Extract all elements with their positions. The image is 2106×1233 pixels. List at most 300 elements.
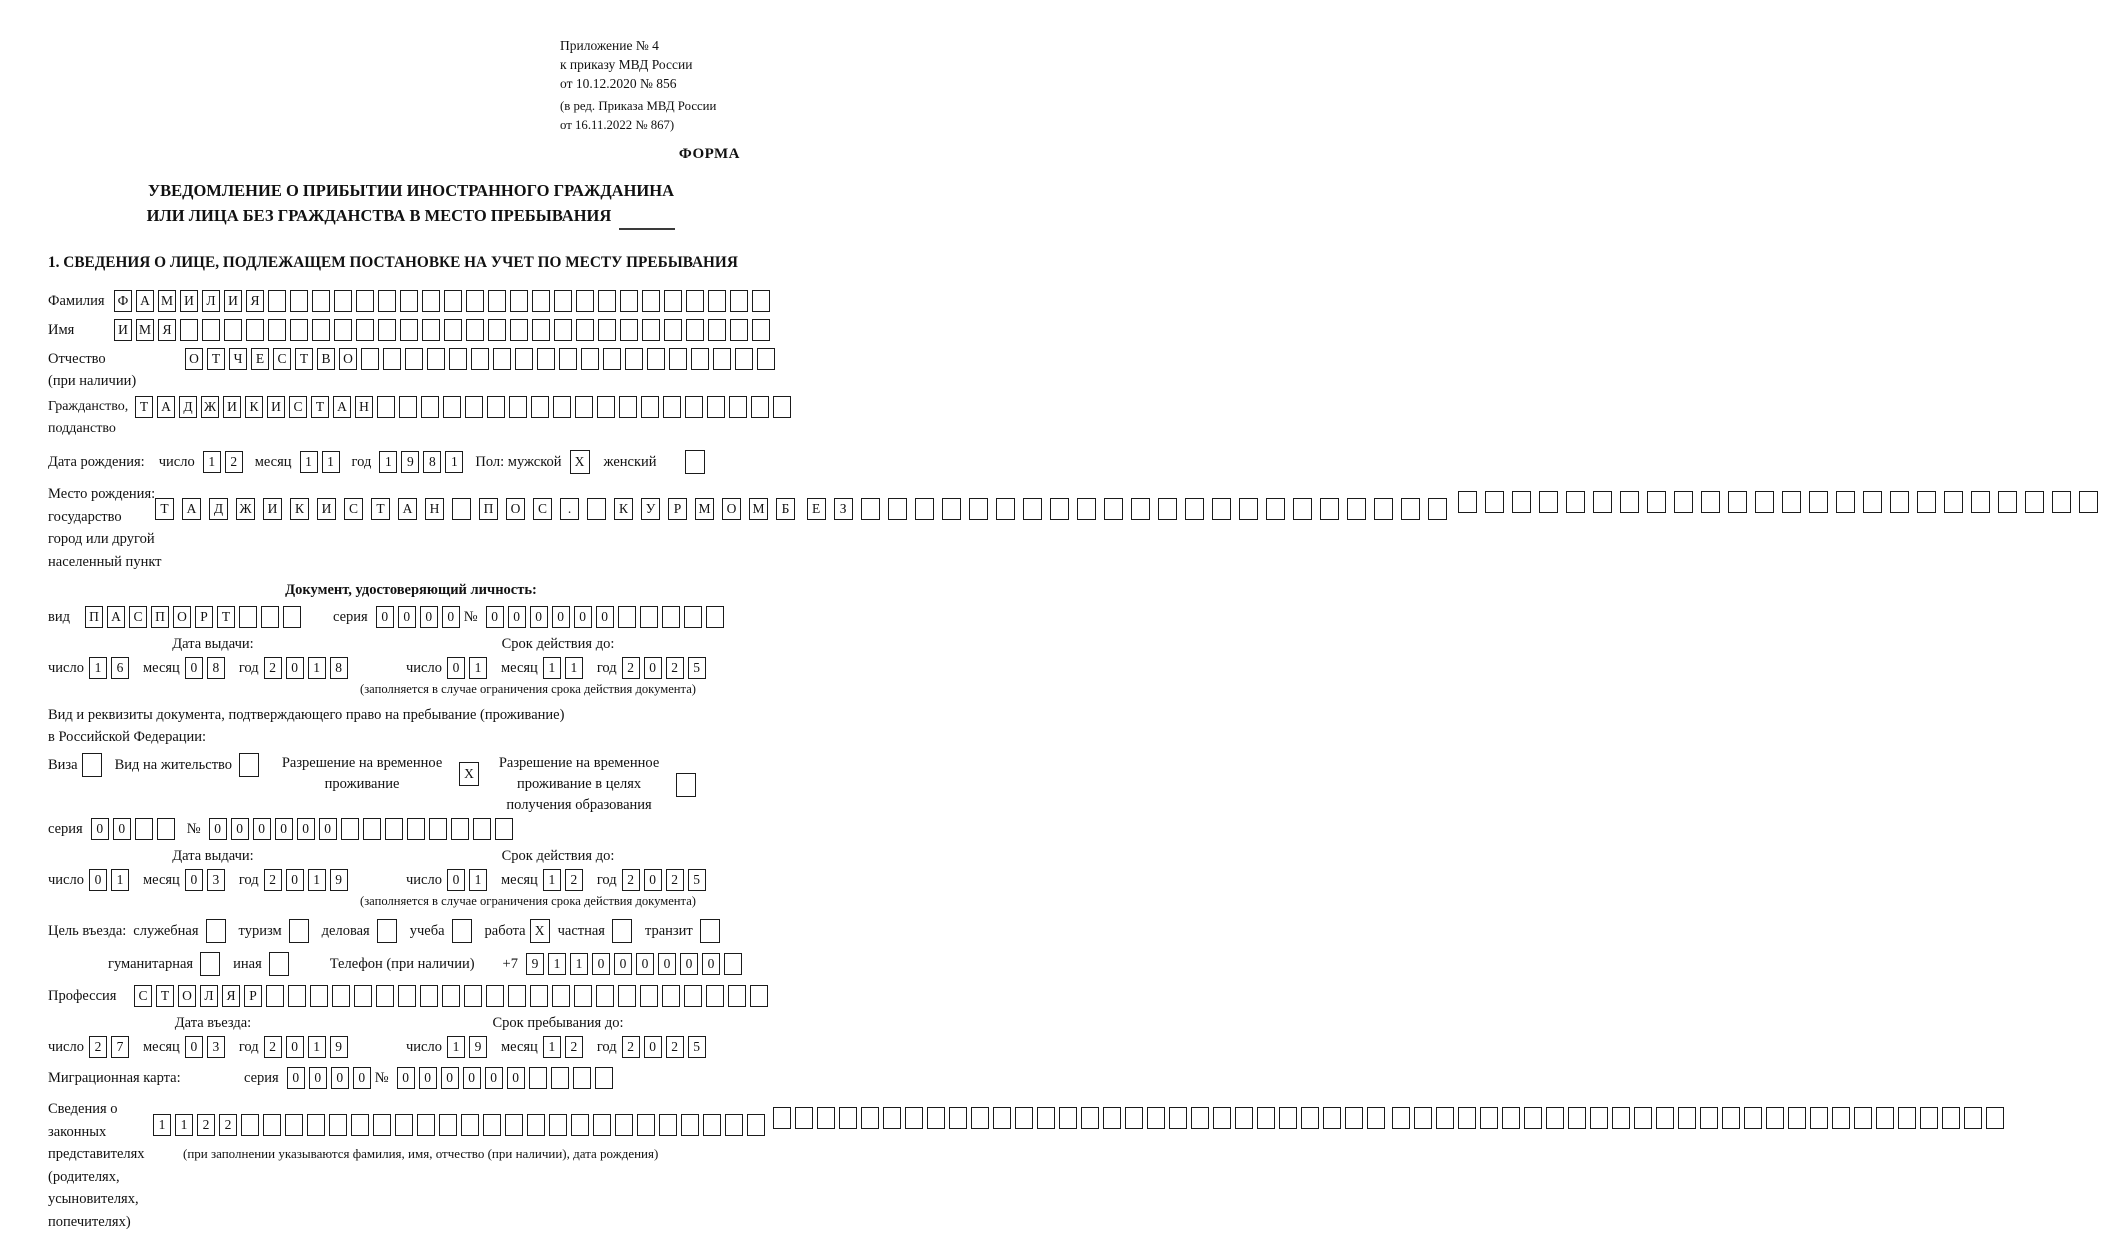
char-cell[interactable] — [598, 319, 616, 341]
char-cell[interactable] — [949, 1107, 967, 1129]
char-cell[interactable] — [684, 985, 702, 1007]
char-cell[interactable]: 0 — [658, 953, 676, 975]
char-cell[interactable]: 2 — [264, 869, 282, 891]
char-cell[interactable]: X — [570, 450, 590, 474]
char-cell[interactable] — [595, 1067, 613, 1089]
char-cell[interactable] — [356, 319, 374, 341]
char-cell[interactable] — [773, 396, 791, 418]
char-cell[interactable] — [268, 319, 286, 341]
char-cell[interactable] — [728, 985, 746, 1007]
char-cell[interactable] — [439, 1114, 457, 1136]
char-cell[interactable] — [373, 1114, 391, 1136]
char-cell[interactable] — [1917, 491, 1936, 513]
char-cell[interactable]: М — [749, 498, 768, 520]
char-cell[interactable]: О — [185, 348, 203, 370]
char-cell[interactable] — [637, 1114, 655, 1136]
permit-issue-month-boxes[interactable] — [185, 869, 229, 891]
char-cell[interactable] — [1401, 498, 1420, 520]
char-cell[interactable]: 9 — [330, 869, 348, 891]
char-cell[interactable] — [559, 348, 577, 370]
char-cell[interactable] — [263, 1114, 281, 1136]
char-cell[interactable]: Т — [156, 985, 174, 1007]
char-cell[interactable] — [708, 290, 726, 312]
char-cell[interactable]: X — [459, 762, 479, 786]
char-cell[interactable]: И — [267, 396, 285, 418]
char-cell[interactable] — [1345, 1107, 1363, 1129]
char-cell[interactable]: 0 — [397, 1067, 415, 1089]
char-cell[interactable]: У — [641, 498, 660, 520]
char-cell[interactable]: Т — [135, 396, 153, 418]
doc-series-boxes[interactable] — [376, 606, 464, 628]
char-cell[interactable] — [662, 985, 680, 1007]
char-cell[interactable] — [334, 319, 352, 341]
char-cell[interactable]: А — [398, 498, 417, 520]
char-cell[interactable]: Т — [295, 348, 313, 370]
char-cell[interactable]: 9 — [526, 953, 544, 975]
char-cell[interactable] — [1266, 498, 1285, 520]
char-cell[interactable]: 0 — [441, 1067, 459, 1089]
char-cell[interactable] — [363, 818, 381, 840]
char-cell[interactable] — [378, 319, 396, 341]
char-cell[interactable]: 1 — [175, 1114, 193, 1136]
char-cell[interactable] — [157, 818, 175, 840]
other-checkbox[interactable] — [269, 952, 289, 976]
char-cell[interactable]: 0 — [485, 1067, 503, 1089]
char-cell[interactable]: 2 — [622, 657, 640, 679]
char-cell[interactable] — [377, 396, 395, 418]
char-cell[interactable]: К — [614, 498, 633, 520]
char-cell[interactable] — [451, 818, 469, 840]
char-cell[interactable]: 0 — [596, 606, 614, 628]
char-cell[interactable] — [399, 396, 417, 418]
char-cell[interactable]: 0 — [420, 606, 438, 628]
char-cell[interactable]: Ж — [236, 498, 255, 520]
char-cell[interactable]: П — [85, 606, 103, 628]
birthplace-row3-boxes[interactable] — [1458, 491, 2106, 513]
birth-month-boxes[interactable] — [300, 451, 344, 473]
char-cell[interactable]: 0 — [286, 869, 304, 891]
char-cell[interactable]: 0 — [91, 818, 109, 840]
char-cell[interactable] — [1081, 1107, 1099, 1129]
char-cell[interactable] — [1944, 491, 1963, 513]
char-cell[interactable]: 8 — [423, 451, 441, 473]
char-cell[interactable] — [642, 290, 660, 312]
char-cell[interactable]: 1 — [379, 451, 397, 473]
char-cell[interactable] — [421, 396, 439, 418]
birth-year-boxes[interactable] — [379, 451, 467, 473]
char-cell[interactable] — [587, 498, 606, 520]
char-cell[interactable] — [575, 396, 593, 418]
char-cell[interactable]: 8 — [207, 657, 225, 679]
phone-boxes[interactable] — [526, 953, 746, 975]
char-cell[interactable] — [713, 348, 731, 370]
char-cell[interactable] — [729, 396, 747, 418]
char-cell[interactable] — [708, 319, 726, 341]
char-cell[interactable]: 1 — [469, 869, 487, 891]
char-cell[interactable] — [1428, 498, 1447, 520]
char-cell[interactable] — [444, 319, 462, 341]
char-cell[interactable] — [1131, 498, 1150, 520]
char-cell[interactable]: 0 — [319, 818, 337, 840]
char-cell[interactable]: 0 — [486, 606, 504, 628]
char-cell[interactable] — [1728, 491, 1747, 513]
char-cell[interactable]: О — [506, 498, 525, 520]
char-cell[interactable] — [487, 396, 505, 418]
char-cell[interactable]: 0 — [376, 606, 394, 628]
char-cell[interactable] — [532, 319, 550, 341]
entry-day-boxes[interactable] — [89, 1036, 133, 1058]
char-cell[interactable] — [1458, 491, 1477, 513]
char-cell[interactable]: В — [317, 348, 335, 370]
char-cell[interactable] — [377, 919, 397, 943]
char-cell[interactable] — [1392, 1107, 1410, 1129]
char-cell[interactable] — [206, 919, 226, 943]
char-cell[interactable] — [1566, 491, 1585, 513]
rep-row1-boxes[interactable] — [153, 1114, 769, 1136]
char-cell[interactable] — [407, 818, 425, 840]
birthplace-row1-boxes[interactable] — [155, 498, 803, 520]
char-cell[interactable]: 1 — [308, 1036, 326, 1058]
char-cell[interactable] — [527, 1114, 545, 1136]
char-cell[interactable] — [1810, 1107, 1828, 1129]
char-cell[interactable] — [505, 1114, 523, 1136]
char-cell[interactable]: 3 — [207, 1036, 225, 1058]
char-cell[interactable] — [1568, 1107, 1586, 1129]
char-cell[interactable] — [466, 290, 484, 312]
char-cell[interactable]: 0 — [253, 818, 271, 840]
char-cell[interactable] — [603, 348, 621, 370]
char-cell[interactable]: 2 — [622, 1036, 640, 1058]
doc-valid-year-boxes[interactable] — [622, 657, 710, 679]
char-cell[interactable] — [239, 753, 259, 777]
char-cell[interactable] — [757, 348, 775, 370]
char-cell[interactable]: 1 — [447, 1036, 465, 1058]
char-cell[interactable] — [420, 985, 438, 1007]
char-cell[interactable] — [395, 1114, 413, 1136]
char-cell[interactable] — [571, 1114, 589, 1136]
official-checkbox[interactable] — [206, 919, 226, 943]
char-cell[interactable] — [581, 348, 599, 370]
char-cell[interactable]: Ж — [201, 396, 219, 418]
char-cell[interactable] — [618, 606, 636, 628]
char-cell[interactable] — [452, 498, 471, 520]
char-cell[interactable] — [553, 396, 571, 418]
char-cell[interactable] — [905, 1107, 923, 1129]
char-cell[interactable] — [1104, 498, 1123, 520]
char-cell[interactable] — [1700, 1107, 1718, 1129]
char-cell[interactable] — [400, 319, 418, 341]
char-cell[interactable] — [576, 319, 594, 341]
char-cell[interactable] — [676, 773, 696, 797]
char-cell[interactable] — [1191, 1107, 1209, 1129]
char-cell[interactable] — [664, 290, 682, 312]
char-cell[interactable] — [1634, 1107, 1652, 1129]
char-cell[interactable]: С — [134, 985, 152, 1007]
char-cell[interactable]: С — [344, 498, 363, 520]
char-cell[interactable] — [246, 319, 264, 341]
stay-day-boxes[interactable] — [447, 1036, 491, 1058]
char-cell[interactable]: 0 — [442, 606, 460, 628]
char-cell[interactable] — [1347, 498, 1366, 520]
char-cell[interactable] — [180, 319, 198, 341]
char-cell[interactable]: 1 — [111, 869, 129, 891]
char-cell[interactable] — [354, 985, 372, 1007]
char-cell[interactable] — [488, 290, 506, 312]
char-cell[interactable] — [429, 818, 447, 840]
char-cell[interactable]: 0 — [463, 1067, 481, 1089]
char-cell[interactable] — [576, 290, 594, 312]
temp-edu-checkbox[interactable] — [676, 773, 696, 797]
char-cell[interactable]: 0 — [680, 953, 698, 975]
entry-year-boxes[interactable] — [264, 1036, 352, 1058]
char-cell[interactable] — [685, 396, 703, 418]
char-cell[interactable] — [615, 1114, 633, 1136]
char-cell[interactable]: 0 — [297, 818, 315, 840]
char-cell[interactable] — [1367, 1107, 1385, 1129]
char-cell[interactable] — [283, 606, 301, 628]
char-cell[interactable] — [1169, 1107, 1187, 1129]
char-cell[interactable]: 5 — [688, 869, 706, 891]
char-cell[interactable] — [554, 290, 572, 312]
char-cell[interactable]: П — [479, 498, 498, 520]
char-cell[interactable] — [1755, 491, 1774, 513]
char-cell[interactable]: 2 — [565, 869, 583, 891]
char-cell[interactable]: 1 — [308, 869, 326, 891]
char-cell[interactable] — [473, 818, 491, 840]
char-cell[interactable] — [685, 450, 705, 474]
char-cell[interactable]: Л — [200, 985, 218, 1007]
char-cell[interactable]: И — [114, 319, 132, 341]
entry-month-boxes[interactable] — [185, 1036, 229, 1058]
char-cell[interactable]: 0 — [508, 606, 526, 628]
char-cell[interactable] — [597, 396, 615, 418]
char-cell[interactable]: Т — [371, 498, 390, 520]
temp-permit-checkbox[interactable] — [459, 762, 479, 786]
char-cell[interactable] — [1050, 498, 1069, 520]
char-cell[interactable]: 1 — [543, 657, 561, 679]
char-cell[interactable] — [378, 290, 396, 312]
char-cell[interactable]: 0 — [447, 657, 465, 679]
char-cell[interactable] — [1590, 1107, 1608, 1129]
char-cell[interactable]: 9 — [469, 1036, 487, 1058]
char-cell[interactable]: И — [263, 498, 282, 520]
char-cell[interactable] — [82, 753, 102, 777]
char-cell[interactable] — [1015, 1107, 1033, 1129]
char-cell[interactable] — [268, 290, 286, 312]
char-cell[interactable] — [1458, 1107, 1476, 1129]
char-cell[interactable] — [773, 1107, 791, 1129]
char-cell[interactable] — [1185, 498, 1204, 520]
char-cell[interactable] — [686, 319, 704, 341]
work-checkbox[interactable] — [530, 919, 550, 943]
char-cell[interactable] — [619, 396, 637, 418]
char-cell[interactable] — [417, 1114, 435, 1136]
char-cell[interactable]: 0 — [702, 953, 720, 975]
char-cell[interactable] — [444, 290, 462, 312]
char-cell[interactable] — [1147, 1107, 1165, 1129]
char-cell[interactable] — [465, 396, 483, 418]
char-cell[interactable]: 1 — [543, 869, 561, 891]
char-cell[interactable] — [422, 319, 440, 341]
char-cell[interactable] — [1257, 1107, 1275, 1129]
char-cell[interactable]: 1 — [203, 451, 221, 473]
char-cell[interactable] — [531, 396, 549, 418]
char-cell[interactable] — [2025, 491, 2044, 513]
char-cell[interactable]: 2 — [622, 869, 640, 891]
char-cell[interactable]: 3 — [207, 869, 225, 891]
char-cell[interactable] — [443, 396, 461, 418]
char-cell[interactable]: 0 — [447, 869, 465, 891]
char-cell[interactable]: М — [695, 498, 714, 520]
char-cell[interactable] — [817, 1107, 835, 1129]
char-cell[interactable] — [508, 985, 526, 1007]
char-cell[interactable] — [312, 290, 330, 312]
char-cell[interactable] — [752, 319, 770, 341]
char-cell[interactable]: 0 — [286, 1036, 304, 1058]
char-cell[interactable]: 2 — [264, 1036, 282, 1058]
char-cell[interactable] — [1059, 1107, 1077, 1129]
birth-day-boxes[interactable] — [203, 451, 247, 473]
char-cell[interactable]: С — [273, 348, 291, 370]
char-cell[interactable] — [332, 985, 350, 1007]
business-checkbox[interactable] — [377, 919, 397, 943]
char-cell[interactable] — [1374, 498, 1393, 520]
stay-year-boxes[interactable] — [622, 1036, 710, 1058]
char-cell[interactable]: Р — [195, 606, 213, 628]
char-cell[interactable] — [1674, 491, 1693, 513]
char-cell[interactable]: О — [722, 498, 741, 520]
char-cell[interactable] — [466, 319, 484, 341]
char-cell[interactable]: 0 — [592, 953, 610, 975]
char-cell[interactable] — [1854, 1107, 1872, 1129]
char-cell[interactable]: 0 — [419, 1067, 437, 1089]
char-cell[interactable] — [288, 985, 306, 1007]
char-cell[interactable]: 0 — [287, 1067, 305, 1089]
char-cell[interactable] — [1766, 1107, 1784, 1129]
char-cell[interactable]: 1 — [308, 657, 326, 679]
doc-issue-month-boxes[interactable] — [185, 657, 229, 679]
surname-boxes[interactable] — [114, 290, 774, 312]
char-cell[interactable]: 0 — [275, 818, 293, 840]
char-cell[interactable] — [471, 348, 489, 370]
char-cell[interactable]: Т — [155, 498, 174, 520]
char-cell[interactable]: Д — [179, 396, 197, 418]
char-cell[interactable] — [971, 1107, 989, 1129]
char-cell[interactable] — [385, 818, 403, 840]
char-cell[interactable] — [593, 1114, 611, 1136]
char-cell[interactable] — [640, 606, 658, 628]
char-cell[interactable]: Д — [209, 498, 228, 520]
char-cell[interactable]: 6 — [111, 657, 129, 679]
char-cell[interactable] — [1279, 1107, 1297, 1129]
char-cell[interactable] — [200, 952, 220, 976]
char-cell[interactable] — [927, 1107, 945, 1129]
char-cell[interactable]: . — [560, 498, 579, 520]
char-cell[interactable]: А — [157, 396, 175, 418]
char-cell[interactable] — [1620, 491, 1639, 513]
char-cell[interactable]: 0 — [89, 869, 107, 891]
char-cell[interactable] — [1782, 491, 1801, 513]
char-cell[interactable] — [289, 919, 309, 943]
char-cell[interactable] — [2052, 491, 2071, 513]
char-cell[interactable] — [669, 348, 687, 370]
char-cell[interactable] — [730, 319, 748, 341]
char-cell[interactable] — [341, 818, 359, 840]
char-cell[interactable] — [483, 1114, 501, 1136]
char-cell[interactable] — [573, 1067, 591, 1089]
char-cell[interactable] — [529, 1067, 547, 1089]
char-cell[interactable] — [1480, 1107, 1498, 1129]
char-cell[interactable] — [625, 348, 643, 370]
char-cell[interactable] — [1612, 1107, 1630, 1129]
char-cell[interactable] — [510, 290, 528, 312]
char-cell[interactable]: Я — [246, 290, 264, 312]
char-cell[interactable] — [361, 348, 379, 370]
char-cell[interactable]: 0 — [209, 818, 227, 840]
migr-series-boxes[interactable] — [287, 1067, 375, 1089]
char-cell[interactable] — [706, 606, 724, 628]
char-cell[interactable]: С — [533, 498, 552, 520]
char-cell[interactable]: А — [333, 396, 351, 418]
char-cell[interactable] — [398, 985, 416, 1007]
char-cell[interactable]: 2 — [197, 1114, 215, 1136]
char-cell[interactable]: 0 — [309, 1067, 327, 1089]
char-cell[interactable]: 0 — [552, 606, 570, 628]
doc-number-boxes[interactable] — [486, 606, 728, 628]
char-cell[interactable] — [464, 985, 482, 1007]
doc-issue-year-boxes[interactable] — [264, 657, 352, 679]
char-cell[interactable] — [751, 396, 769, 418]
char-cell[interactable] — [269, 952, 289, 976]
char-cell[interactable] — [486, 985, 504, 1007]
char-cell[interactable] — [532, 290, 550, 312]
char-cell[interactable] — [1158, 498, 1177, 520]
char-cell[interactable]: 0 — [614, 953, 632, 975]
permit-valid-day-boxes[interactable] — [447, 869, 491, 891]
char-cell[interactable]: 2 — [219, 1114, 237, 1136]
char-cell[interactable]: А — [107, 606, 125, 628]
char-cell[interactable] — [1524, 1107, 1542, 1129]
char-cell[interactable]: К — [290, 498, 309, 520]
char-cell[interactable] — [686, 290, 704, 312]
char-cell[interactable] — [1971, 491, 1990, 513]
char-cell[interactable]: О — [178, 985, 196, 1007]
char-cell[interactable] — [700, 919, 720, 943]
char-cell[interactable]: 9 — [330, 1036, 348, 1058]
char-cell[interactable] — [452, 919, 472, 943]
migr-number-boxes[interactable] — [397, 1067, 617, 1089]
char-cell[interactable] — [707, 396, 725, 418]
char-cell[interactable]: Я — [222, 985, 240, 1007]
char-cell[interactable]: А — [136, 290, 154, 312]
char-cell[interactable] — [449, 348, 467, 370]
char-cell[interactable] — [1898, 1107, 1916, 1129]
char-cell[interactable]: 1 — [445, 451, 463, 473]
char-cell[interactable] — [659, 1114, 677, 1136]
char-cell[interactable]: 0 — [644, 1036, 662, 1058]
char-cell[interactable] — [266, 985, 284, 1007]
char-cell[interactable]: Е — [807, 498, 826, 520]
char-cell[interactable]: 0 — [636, 953, 654, 975]
char-cell[interactable] — [612, 919, 632, 943]
char-cell[interactable] — [442, 985, 460, 1007]
char-cell[interactable] — [1502, 1107, 1520, 1129]
char-cell[interactable] — [795, 1107, 813, 1129]
char-cell[interactable]: Ф — [114, 290, 132, 312]
char-cell[interactable] — [376, 985, 394, 1007]
char-cell[interactable] — [684, 606, 702, 628]
char-cell[interactable]: А — [182, 498, 201, 520]
